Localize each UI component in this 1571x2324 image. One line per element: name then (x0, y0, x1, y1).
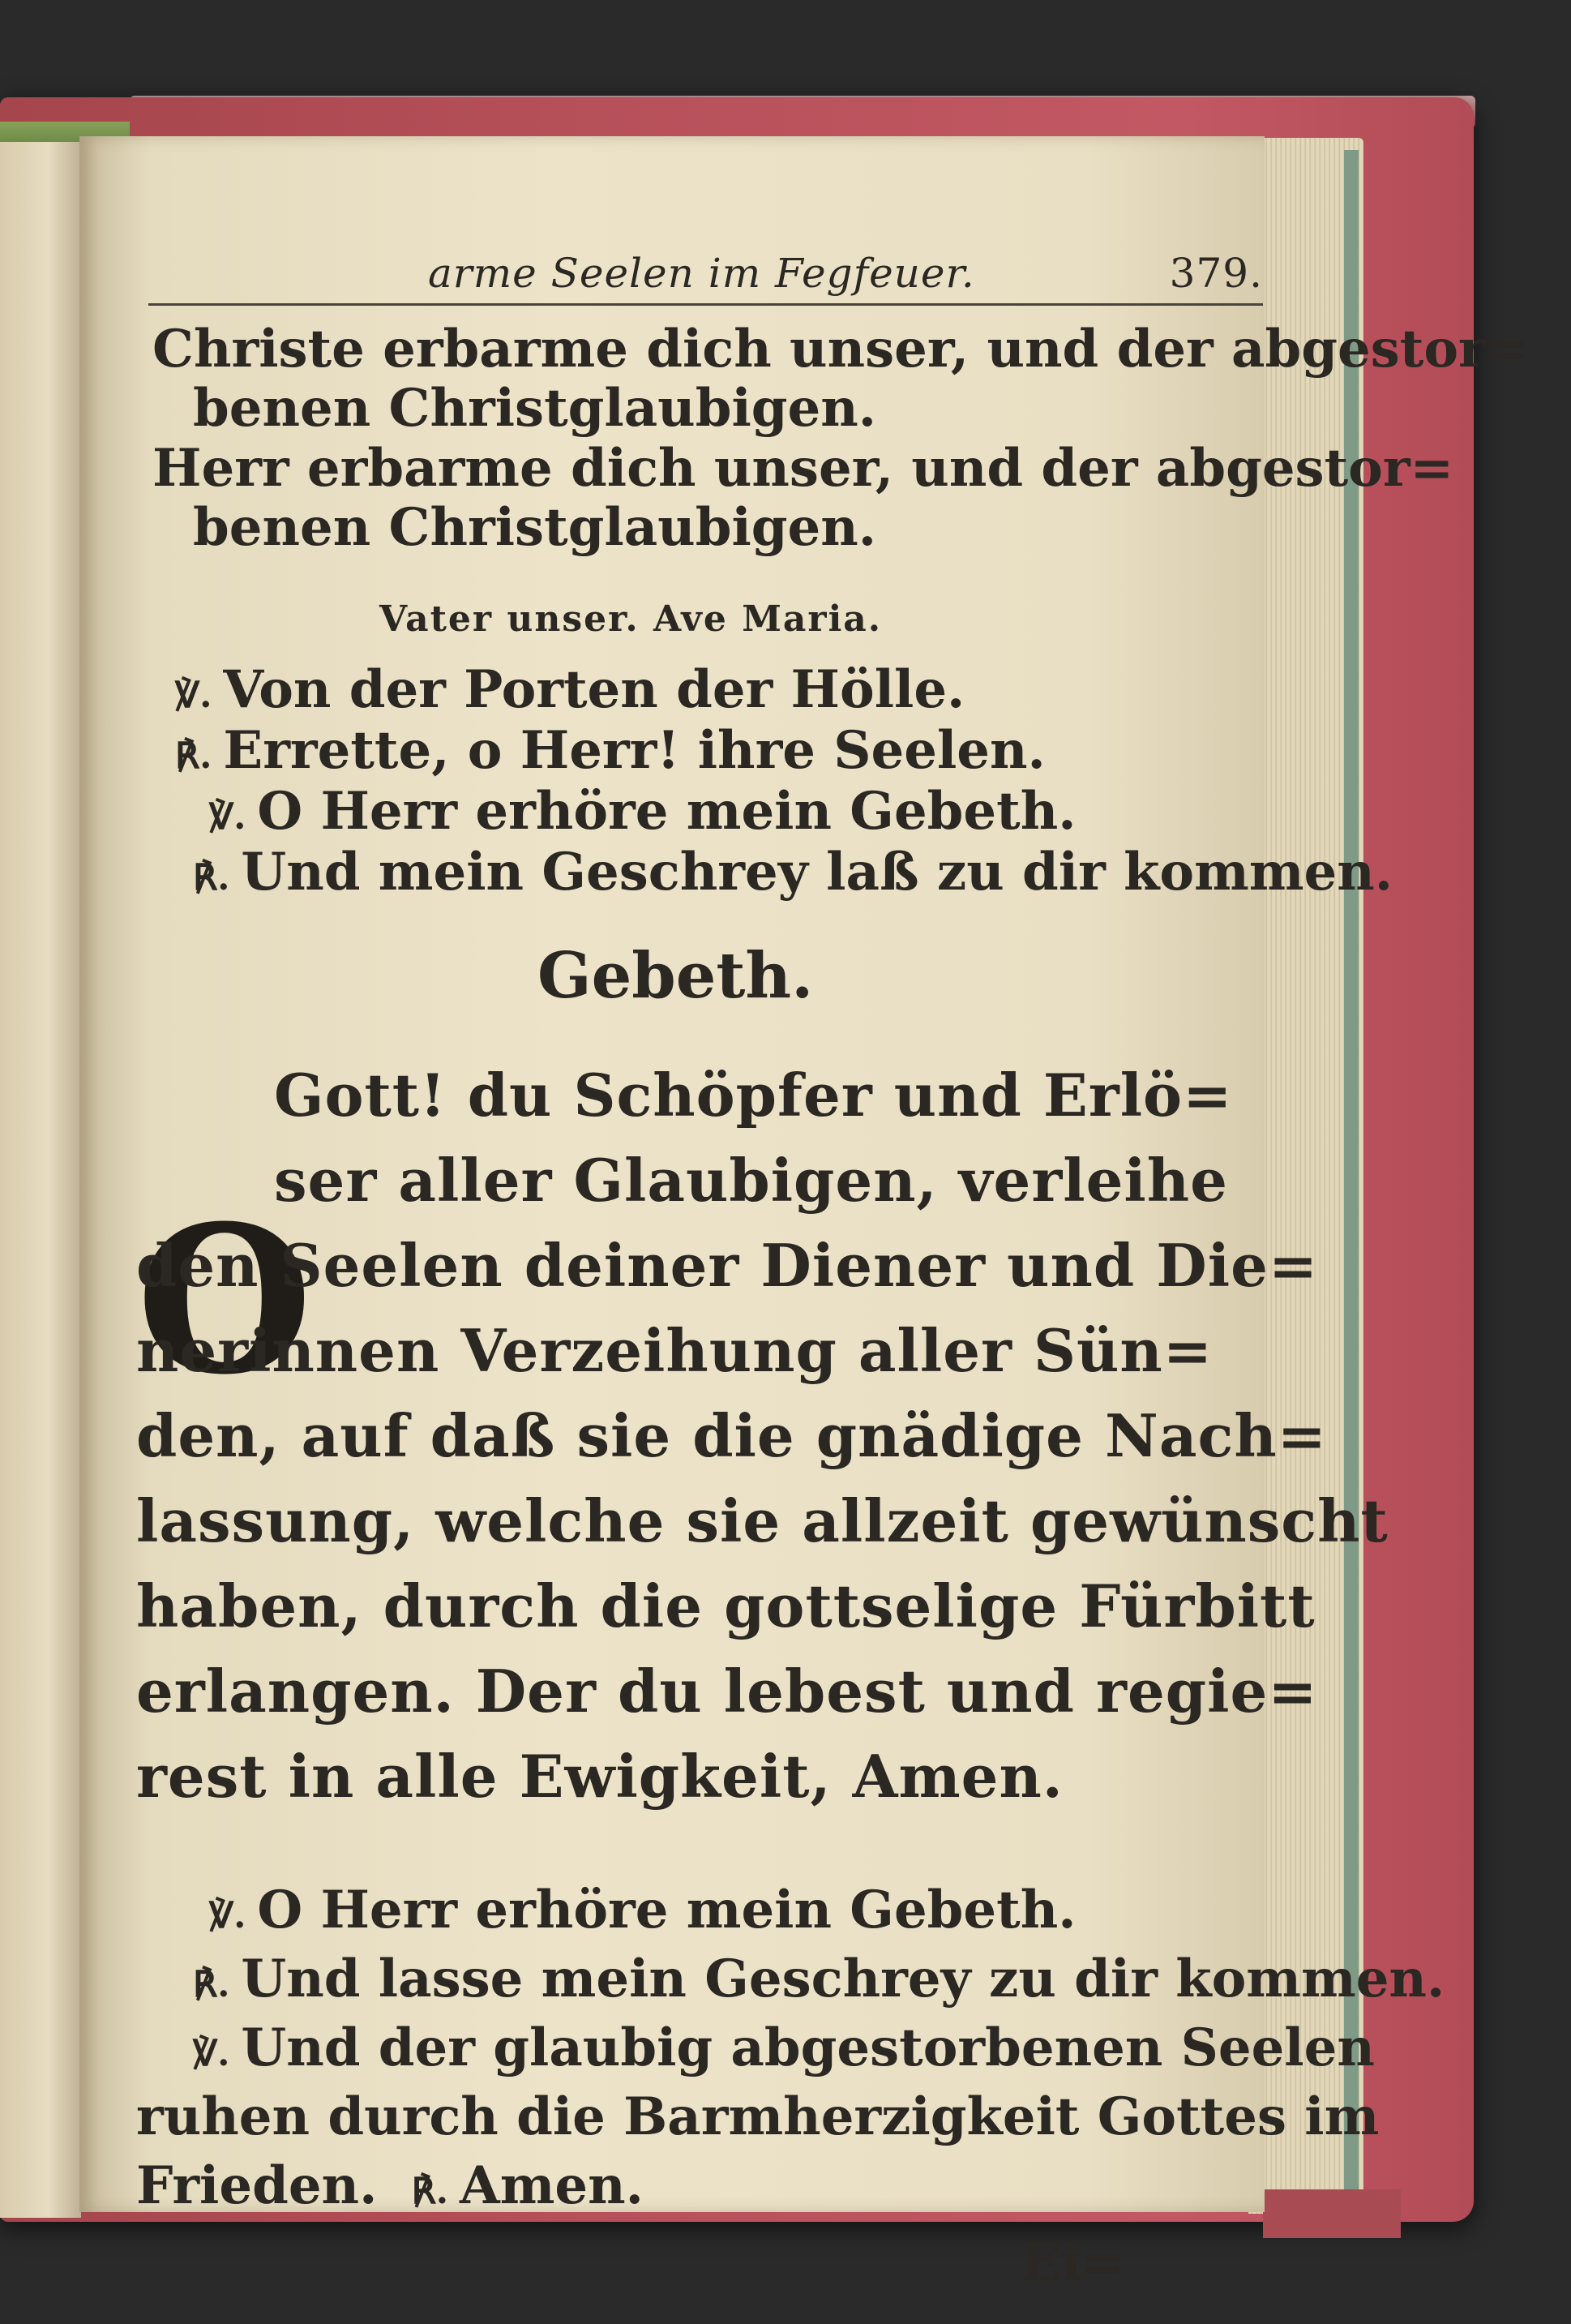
versicle-line (193, 2017, 1375, 2078)
versicle-text: Und der glaubig abgestorbenen Seelen (241, 2017, 1375, 2078)
text-line: Herr erbarme dich unser, und der abgestor= (152, 438, 1454, 499)
versicle-text: Von der Porten der Hölle. (223, 659, 965, 720)
text-line: benen Christglaubigen. (193, 378, 877, 439)
header-rule (148, 303, 1263, 306)
response-symbol: ℟. (193, 1964, 230, 2005)
left-facing-page (0, 142, 81, 2218)
drop-cap: O (136, 1181, 313, 1419)
text-line: ruhen durch die Barmherzigkeit Gottes im (136, 2086, 1380, 2147)
book-page (79, 136, 1530, 2293)
versicle-text: Und lasse mein Geschrey zu dir kommen. (241, 1949, 1445, 2009)
prayer-line: nerinnen Verzeihung aller Sün= (136, 1316, 1214, 1385)
text-line: Christe erbarme dich unser, und der abgestor= (152, 319, 1530, 379)
cover-corner (1263, 2189, 1401, 2238)
versicle-text: O Herr erhöre mein Gebeth. (257, 1880, 1077, 1940)
versicle-line (209, 1880, 1077, 1940)
versicle-symbol: ℣. (193, 2033, 230, 2074)
running-title: arme Seelen im Fegfeuer. (428, 250, 975, 297)
versicle-symbol: ℣. (209, 796, 246, 838)
section-heading: Gebeth. (537, 939, 814, 1013)
versicle-text: Und mein Geschrey laß zu dir kommen. (241, 842, 1393, 903)
versicle-line (175, 720, 1046, 781)
prayer-line: den, auf daß sie die gnädige Nach= (136, 1401, 1328, 1470)
versicle-symbol: ℣. (175, 675, 212, 716)
response-symbol: ℟. (411, 2171, 449, 2212)
prayer-line: lassung, welche sie allzeit gewünscht (136, 1486, 1389, 1555)
final-word: Frieden. (136, 2155, 378, 2216)
versicle-line (193, 842, 1393, 903)
prayer-line: den Seelen deiner Diener und Die= (136, 1231, 1319, 1300)
catchword: Ei= (1021, 2232, 1124, 2293)
amen-text: Amen. (460, 2155, 644, 2216)
final-line (136, 2155, 644, 2216)
text-line: benen Christglaubigen. (193, 497, 877, 558)
response-symbol: ℟. (193, 857, 230, 898)
prayer-note: Vater unser. Ave Maria. (379, 598, 883, 640)
versicle-symbol: ℣. (209, 1895, 246, 1936)
prayer-line: haben, durch die gottselige Fürbitt (136, 1571, 1316, 1640)
versicle-text: Errette, o Herr! ihre Seelen. (223, 720, 1046, 781)
page-number: 379. (1169, 250, 1263, 297)
running-header (347, 250, 1263, 307)
versicle-line (193, 1949, 1445, 2009)
prayer-line: erlangen. Der du lebest und regie= (136, 1657, 1318, 1726)
versicle-line (175, 659, 965, 720)
versicle-text: O Herr erhöre mein Gebeth. (257, 781, 1077, 842)
prayer-line: Gott! du Schöpfer und Erlö= (274, 1061, 1233, 1130)
prayer-line: ser aller Glaubigen, verleihe (274, 1146, 1228, 1215)
response-symbol: ℟. (175, 735, 212, 777)
versicle-line (209, 781, 1077, 842)
prayer-line: rest in alle Ewigkeit, Amen. (136, 1742, 1064, 1811)
